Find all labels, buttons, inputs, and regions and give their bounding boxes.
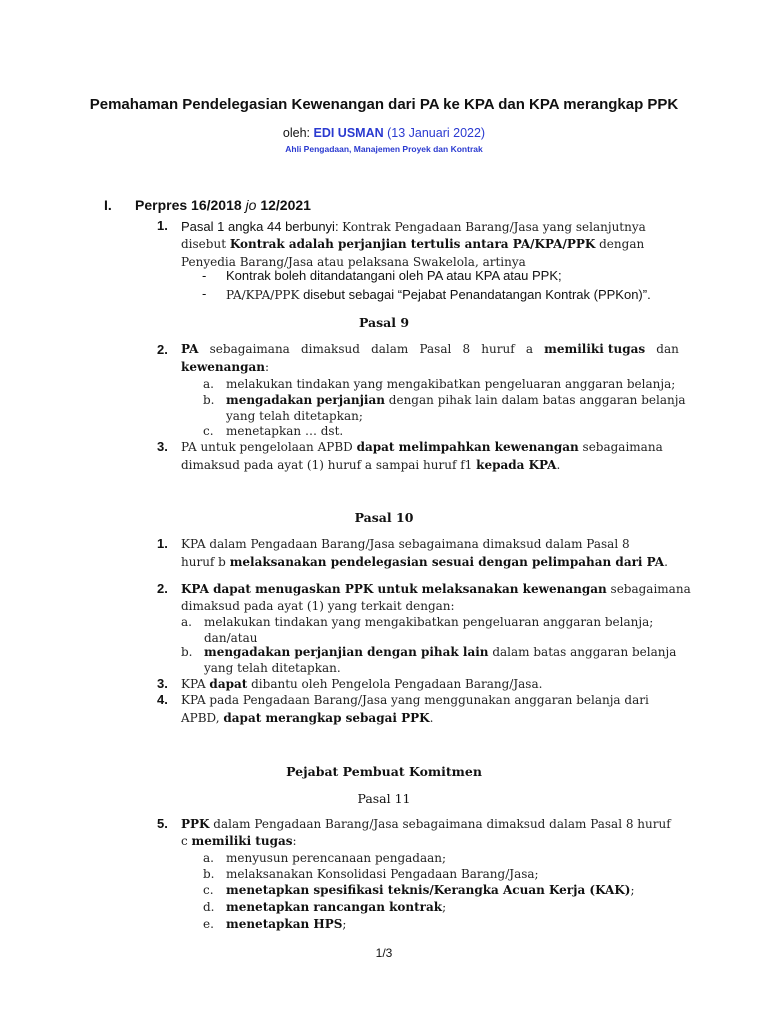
pasal9-item2-b-rest: dengan pihak lain dalam batas anggaran belanja — [384, 393, 686, 407]
author-byline — [0, 126, 768, 140]
item1-l2-a: disebut — [181, 237, 230, 251]
item-number: 1. — [157, 536, 168, 551]
list-label: b. — [203, 867, 215, 881]
word: dan — [656, 342, 679, 356]
word: a — [525, 342, 533, 356]
word: memiliki tugas — [544, 342, 646, 356]
pasal9-item2-line1 — [181, 342, 679, 356]
pasal10-item1-line1: KPA dalam Pengadaan Barang/Jasa sebagaimana dimaksud dalam Pasal 8 — [181, 537, 630, 551]
word: dalam — [371, 342, 409, 356]
pejabat-heading: Pejabat Pembuat Komitmen — [286, 764, 482, 779]
pasal10-item4-l2-c: . — [429, 711, 434, 725]
item-number: 3. — [157, 676, 168, 691]
pasal11-item5-l1-a: PPK — [181, 817, 210, 831]
bullet-dash: - — [202, 286, 207, 301]
author-subtitle: Ahli Pengadaan, Manajemen Proyek dan Kontrak — [285, 144, 483, 154]
item1-line3: Penyedia Barang/Jasa atau pelaksana Swakelola, artinya — [181, 255, 526, 269]
pasal11-item5-e-rest: ; — [342, 917, 347, 931]
pasal9-item2-b-bold: mengadakan perjanjian — [226, 393, 385, 407]
word: 8 — [462, 342, 471, 356]
pasal9-item2-line2 — [181, 360, 269, 374]
pasal9-item3-l1-b: dapat melimpahkan kewenangan — [356, 440, 579, 454]
list-label: c. — [203, 883, 214, 897]
document-title: Pemahaman Pendelegasian Kewenangan dari PA ke KPA dan KPA merangkap PPK — [89, 96, 679, 113]
pasal10-item1-l2-a: huruf b — [181, 555, 230, 569]
list-label: a. — [181, 615, 192, 629]
section-title-jo: jo — [245, 197, 257, 213]
item1-l1-a: Pasal 1 angka 44 berbunyi: — [181, 219, 343, 234]
pasal11-item5-line2 — [181, 834, 297, 848]
list-label: a. — [203, 377, 214, 391]
pasal9-item2-l2-a: kewenangan — [181, 360, 266, 374]
pasal11-item5-c — [226, 883, 635, 897]
item1-l2-b: Kontrak adalah perjanjian tertulis antara PA/KPA/PPK — [229, 237, 596, 251]
pasal10-heading: Pasal 10 — [354, 510, 414, 525]
pasal10-item4-line2 — [181, 711, 433, 725]
list-label: c. — [203, 424, 214, 438]
item1-line2 — [181, 237, 644, 251]
section-number: I. — [104, 197, 112, 213]
word: sebagaimana — [209, 342, 290, 356]
section-title-b: 12/2021 — [256, 197, 311, 213]
pasal11-item5-l2-c: : — [292, 834, 297, 848]
pasal9-item2-c: menetapkan … dst. — [226, 424, 344, 438]
byline-prefix: oleh: — [282, 126, 314, 140]
pasal10-item2-a: melakukan tindakan yang mengakibatkan pengeluaran anggaran belanja; — [204, 615, 654, 629]
pasal11-item5-e-bold: menetapkan HPS — [226, 917, 343, 931]
pasal10-item4-l2-a: APBD, — [181, 711, 224, 725]
byline-date: (13 Januari 2022) — [383, 126, 486, 140]
pasal9-item2-l2-b: : — [265, 360, 270, 374]
item1-line1 — [181, 219, 646, 234]
pasal9-item3-l2-a: dimaksud pada ayat (1) huruf a sampai huruf f1 — [181, 458, 477, 472]
pasal10-item4-line1: KPA pada Pengadaan Barang/Jasa yang menggunakan anggaran belanja dari — [181, 693, 649, 707]
pasal10-item2-l1-c: sebagaimana — [606, 582, 691, 596]
item-number: 1. — [157, 218, 168, 233]
pasal9-item2-a: melakukan tindakan yang mengakibatkan pengeluaran anggaran belanja; — [226, 377, 676, 391]
pasal9-item3-line2 — [181, 458, 560, 472]
pasal9-item3-l1-a: PA untuk pengelolaan APBD — [181, 440, 357, 454]
pasal10-item2-l1-b: KPA dapat menugaskan PPK untuk melaksanakan kewenangan — [181, 582, 607, 596]
item1-bullet2-a: PA/KPA/PPK — [226, 288, 300, 302]
item-number: 3. — [157, 439, 168, 454]
pasal11-item5-l1-b: dalam Pengadaan Barang/Jasa sebagaimana dimaksud dalam Pasal 8 huruf — [209, 817, 671, 831]
bullet-dash: - — [202, 268, 207, 283]
pasal10-item4-l2-b: dapat merangkap sebagai PPK — [223, 711, 430, 725]
item1-l1-b: Kontrak Pengadaan Barang/Jasa yang selanjutnya — [342, 220, 646, 234]
pasal9-item3-line1 — [181, 440, 663, 454]
pasal11-item5-d-rest: ; — [442, 900, 447, 914]
pasal11-item5-l2-a: c — [181, 834, 192, 848]
word: dimaksud — [301, 342, 360, 356]
pasal9-item3-l1-c: sebagaimana — [578, 440, 663, 454]
pasal10-item2-a-line2: dan/atau — [204, 631, 258, 645]
word: Pasal — [419, 342, 452, 356]
item1-bullet2 — [226, 286, 651, 304]
pasal10-item3 — [181, 677, 542, 691]
list-label: b. — [203, 393, 215, 407]
author-name: EDI USMAN — [313, 126, 384, 140]
pasal10-item2-line1 — [181, 582, 691, 596]
pasal11-item5-c-rest: ; — [630, 883, 635, 897]
section-title — [135, 197, 311, 213]
pasal11-item5-b: melaksanakan Konsolidasi Pengadaan Barang/Jasa; — [226, 867, 539, 881]
pasal10-item1-line2 — [181, 555, 668, 569]
list-label: a. — [203, 851, 214, 865]
pasal9-item2-b-line2: yang telah ditetapkan; — [226, 409, 363, 423]
item1-bullet2-b: disebut sebagai “Pejabat Penandatangan Kontrak (PPKon)”. — [299, 287, 651, 302]
pasal10-item2-b — [204, 645, 676, 659]
item-number: 2. — [157, 581, 168, 596]
word: huruf — [481, 342, 515, 356]
pasal11-item5-d-bold: menetapkan rancangan kontrak — [226, 900, 443, 914]
pasal10-item2-b-rest: dalam batas anggaran belanja — [488, 645, 677, 659]
pasal9-item3-l2-b: kepada KPA — [476, 458, 557, 472]
pasal11-heading: Pasal 11 — [357, 791, 411, 806]
list-label: b. — [181, 645, 193, 659]
pasal10-item3-a: KPA — [181, 677, 210, 691]
list-label: d. — [203, 900, 215, 914]
pasal11-item5-l2-b: memiliki tugas — [191, 834, 293, 848]
pasal9-item3-l2-c: . — [556, 458, 561, 472]
item-number: 2. — [157, 342, 168, 357]
pasal10-item1-l2-b: melaksanakan pendelegasian sesuai dengan pelimpahan dari PA — [229, 555, 665, 569]
item-number: 4. — [157, 692, 168, 707]
section-title-a: Perpres 16/2018 — [135, 197, 246, 213]
pasal11-item5-e — [226, 917, 346, 931]
list-label: e. — [203, 917, 214, 931]
pasal10-item2-b-bold: mengadakan perjanjian dengan pihak lain — [204, 645, 489, 659]
item1-l2-c: dengan — [595, 237, 645, 251]
pasal10-item2-line2: dimaksud pada ayat (1) yang terkait dengan: — [181, 599, 455, 613]
pasal10-item1-l2-c: . — [664, 555, 668, 569]
pasal10-item3-b: dapat — [209, 677, 248, 691]
page-number: 1/3 — [375, 946, 393, 960]
pasal11-item5-a: menyusun perencanaan pengadaan; — [226, 851, 447, 865]
pasal9-item2-b — [226, 393, 686, 407]
pasal11-item5-d — [226, 900, 446, 914]
item1-bullet1: Kontrak boleh ditandatangani oleh PA atau KPA atau PPK; — [226, 268, 562, 283]
word: PA — [181, 342, 199, 356]
pasal11-item5-line1 — [181, 817, 671, 831]
pasal9-heading: Pasal 9 — [358, 315, 410, 330]
pasal10-item3-c: dibantu oleh Pengelola Pengadaan Barang/Jasa. — [247, 677, 543, 691]
item-number: 5. — [157, 816, 168, 831]
pasal10-item2-b-line2: yang telah ditetapkan. — [204, 661, 341, 675]
pasal11-item5-c-bold: menetapkan spesifikasi teknis/Kerangka Acuan Kerja (KAK) — [226, 883, 631, 897]
